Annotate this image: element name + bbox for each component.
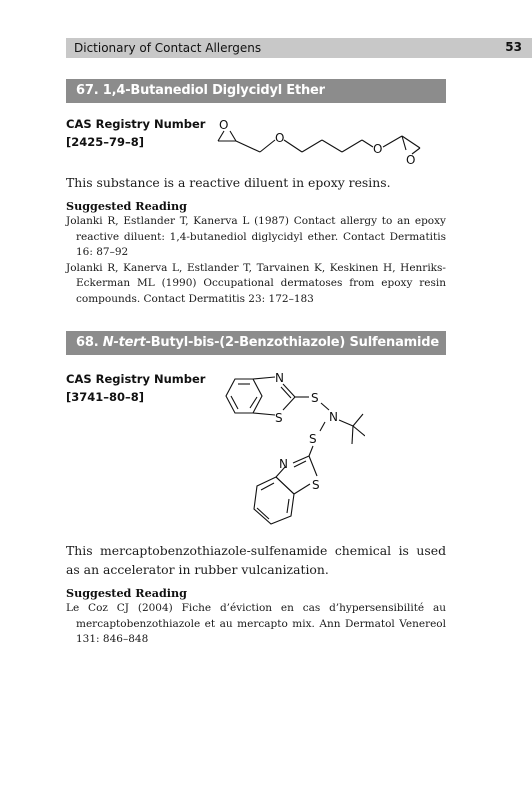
structure-butanediol-diglycidyl-ether xyxy=(210,118,450,168)
cas-label: CAS Registry Number xyxy=(66,117,206,131)
running-head xyxy=(66,38,532,58)
description-67: This substance is a reactive diluent in epoxy resins. xyxy=(66,175,391,190)
atom-label: N xyxy=(275,371,284,385)
atom-label: N xyxy=(279,457,288,471)
suggested-reading-heading-67: Suggested Reading xyxy=(66,199,187,213)
entry-name: -Butyl-bis-(2-Benzothiazole) Sulfenamide xyxy=(145,335,439,350)
reference-item: Jolanki R, Estlander T, Kanerva L (1987) Contact allergy to an epoxy reactive diluent: 1,4-butanediol diglycidyl ether. Contact Dermatitis 16: 87–92 xyxy=(66,215,446,258)
cas-number: [2425–79–8] xyxy=(66,135,145,149)
atom-label: O xyxy=(373,142,383,156)
atom-label: O xyxy=(219,118,229,132)
page-number: 53 xyxy=(505,40,522,54)
cas-block-68 xyxy=(66,370,205,406)
atom-label: N xyxy=(329,410,338,424)
atom-label: O xyxy=(406,153,416,167)
cas-block-67 xyxy=(66,115,205,151)
entry-name-italic: N-tert xyxy=(102,335,146,350)
atom-label: S xyxy=(275,411,283,425)
structure-tbbs xyxy=(205,366,365,536)
atom-label: S xyxy=(311,391,319,405)
atom-label: O xyxy=(275,131,285,145)
entry-number: 67. xyxy=(76,83,99,98)
running-head-title: Dictionary of Contact Allergens xyxy=(74,41,262,55)
cas-number: [3741–80–8] xyxy=(66,390,145,404)
description-68: This mercaptobenzothiazole-sulfenamide chemical is used as an accelerator in rubber vulcanization. xyxy=(66,543,446,577)
atom-label: S xyxy=(309,432,317,446)
entry-number: 68. xyxy=(76,335,99,350)
reference-list-68 xyxy=(66,601,446,648)
reference-item: Le Coz CJ (2004) Fiche d’éviction en cas d’hypersensibilité au mercaptobenzothiazole et au mercapto mix. Ann Dermatol Venereol 131: 846–848 xyxy=(66,602,446,645)
entry-name: 1,4-Butanediol Diglycidyl Ether xyxy=(102,83,325,98)
entry-title-68 xyxy=(66,331,446,355)
suggested-reading-heading-68: Suggested Reading xyxy=(66,586,187,600)
entry-title-67 xyxy=(66,79,446,103)
atom-label: S xyxy=(312,478,320,492)
reference-item: Jolanki R, Kanerva L, Estlander T, Tarvainen K, Keskinen H, Henriks-Eckerman ML (1990) Occupational dermatoses from epoxy resin compounds. Contact Dermatitis 23: 172–183 xyxy=(66,261,446,305)
cas-label: CAS Registry Number xyxy=(66,372,206,386)
reference-list-67 xyxy=(66,214,446,307)
